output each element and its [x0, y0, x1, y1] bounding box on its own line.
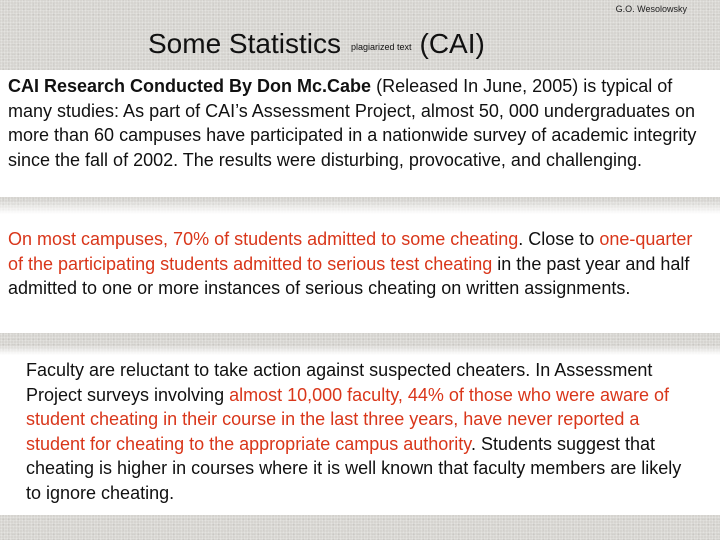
research-lead: CAI Research Conducted By Don Mc.Cabe	[8, 76, 372, 96]
slide-title	[148, 28, 485, 60]
student-stat-highlight-1: On most campuses, 70% of students admitted to some cheating	[8, 229, 519, 249]
title-annotation: plagiarized text	[350, 42, 412, 52]
title-abbreviation: (CAI)	[419, 28, 485, 59]
research-text: (Released In June, 2005) is typical of many studies: As part of CAI’s Assessment Project, almost 50, 000 undergraduates on more than 60 campuses have participated in a nationwide survey of academic integrity since the fall of 2002. The results were disturbing, provocative, and challenging.	[8, 76, 697, 170]
student-stat-text-1: . Close to	[518, 229, 600, 249]
student-cheating-panel	[0, 200, 720, 333]
research-summary-panel	[0, 70, 720, 197]
faculty-text-1: Faculty are reluctant to take action against suspected cheaters. In Assessment Project surveys involving	[26, 360, 653, 405]
faculty-panel	[0, 345, 720, 515]
author-credit: G.O. Wesolowsky	[615, 4, 687, 14]
student-stat-text-2: in the past year and half admitted to one or more instances of serious cheating on written assignments.	[8, 253, 690, 298]
faculty-stat-highlight: almost 10,000 faculty, 44% of those who were aware of student cheating in their course in the last three years, have never reported a student for cheating to the appropriate campus authority	[26, 384, 670, 454]
student-stat-highlight-2: one-quarter of the participating students admitted to serious test cheating	[8, 229, 693, 274]
faculty-text-2: . Students suggest that cheating is higher in courses where it is well known that faculty members are likely to ignore cheating.	[26, 433, 682, 503]
title-main: Some Statistics	[148, 28, 341, 59]
